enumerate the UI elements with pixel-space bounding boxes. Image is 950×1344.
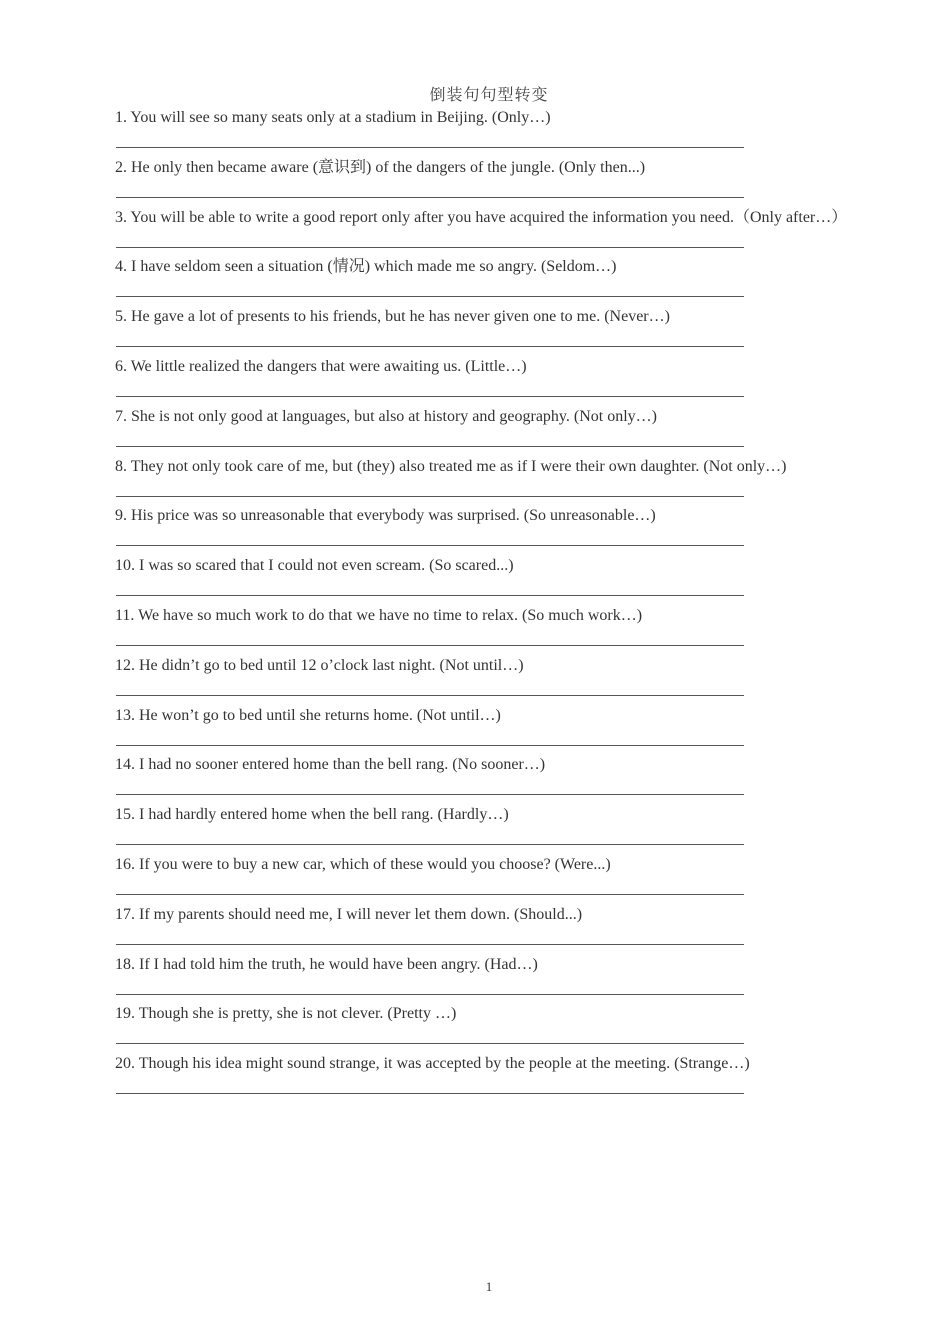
question-item — [115, 1053, 915, 1103]
answer-line — [116, 1043, 744, 1044]
answer-line — [116, 396, 744, 397]
question-text: 7. She is not only good at languages, but also at history and geography. (Not only…) — [115, 407, 657, 425]
answer-line — [116, 147, 744, 148]
question-item — [115, 1003, 915, 1053]
question-item — [115, 456, 915, 506]
answer-line — [116, 844, 744, 845]
question-text: 5. He gave a lot of presents to his friends, but he has never given one to me. (Never…) — [115, 308, 670, 326]
question-item — [115, 904, 915, 954]
question-text: 15. I had hardly entered home when the bell rang. (Hardly…) — [115, 806, 509, 824]
question-text: 11. We have so much work to do that we have no time to relax. (So much work…) — [115, 606, 643, 624]
question-item — [115, 954, 915, 1004]
question-text: 2. He only then became aware (意识到) of the dangers of the jungle. (Only then...) — [115, 158, 646, 176]
question-item — [115, 555, 915, 605]
question-text: 14. I had no sooner entered home than the bell rang. (No sooner…) — [115, 756, 546, 774]
question-item — [115, 157, 915, 207]
answer-line — [116, 446, 744, 447]
answer-line — [116, 595, 744, 596]
question-text: 17. If my parents should need me, I will never let them down. (Should...) — [115, 905, 583, 923]
question-item — [115, 356, 915, 406]
question-text: 1. You will see so many seats only at a stadium in Beijing. (Only…) — [115, 109, 551, 126]
answer-line — [116, 994, 744, 995]
question-item — [115, 406, 915, 456]
answer-line — [116, 496, 744, 497]
question-item — [115, 256, 915, 306]
question-text: 8. They not only took care of me, but (they) also treated me as if I were their own daughter. (Not only…) — [115, 457, 787, 475]
question-item — [115, 505, 915, 555]
question-item — [115, 804, 915, 854]
answer-line — [116, 247, 744, 248]
answer-line — [116, 944, 744, 945]
question-text: 20. Though his idea might sound strange, it was accepted by the people at the meeting. (Strange…) — [115, 1055, 750, 1073]
answer-line — [116, 545, 744, 546]
question-item — [115, 754, 915, 804]
question-item — [115, 655, 915, 705]
question-text: 9. His price was so unreasonable that everybody was surprised. (So unreasonable…) — [115, 507, 656, 525]
answer-line — [116, 794, 744, 795]
question-text: 3. You will be able to write a good report only after you have acquired the information you need.（Only after…） — [115, 208, 848, 226]
question-text: 4. I have seldom seen a situation (情况) which made me so angry. (Seldom…) — [115, 258, 617, 276]
question-text: 13. He won’t go to bed until she returns home. (Not until…) — [115, 706, 501, 724]
answer-line — [116, 894, 744, 895]
question-item — [115, 207, 915, 257]
question-text: 18. If I had told him the truth, he would have been angry. (Had…) — [115, 955, 538, 973]
page-number: 1 — [485, 1279, 493, 1294]
answer-line — [116, 296, 744, 297]
question-text: 12. He didn’t go to bed until 12 o’clock last night. (Not until…) — [115, 656, 524, 674]
question-text: 19. Though she is pretty, she is not clever. (Pretty …) — [115, 1005, 457, 1023]
question-item — [115, 854, 915, 904]
question-item — [115, 306, 915, 356]
question-text: 16. If you were to buy a new car, which of these would you choose? (Were...) — [115, 855, 611, 873]
answer-line — [116, 645, 744, 646]
question-list — [115, 107, 915, 1103]
answer-line — [116, 197, 744, 198]
document-title: 倒装句句型转变 — [429, 87, 549, 104]
answer-line — [116, 346, 744, 347]
question-text: 10. I was so scared that I could not even scream. (So scared...) — [115, 557, 514, 575]
answer-line — [116, 1093, 744, 1094]
question-item — [115, 705, 915, 755]
question-item — [115, 605, 915, 655]
question-item — [115, 107, 915, 157]
answer-line — [116, 745, 744, 746]
question-text: 6. We little realized the dangers that were awaiting us. (Little…) — [115, 357, 527, 375]
answer-line — [116, 695, 744, 696]
